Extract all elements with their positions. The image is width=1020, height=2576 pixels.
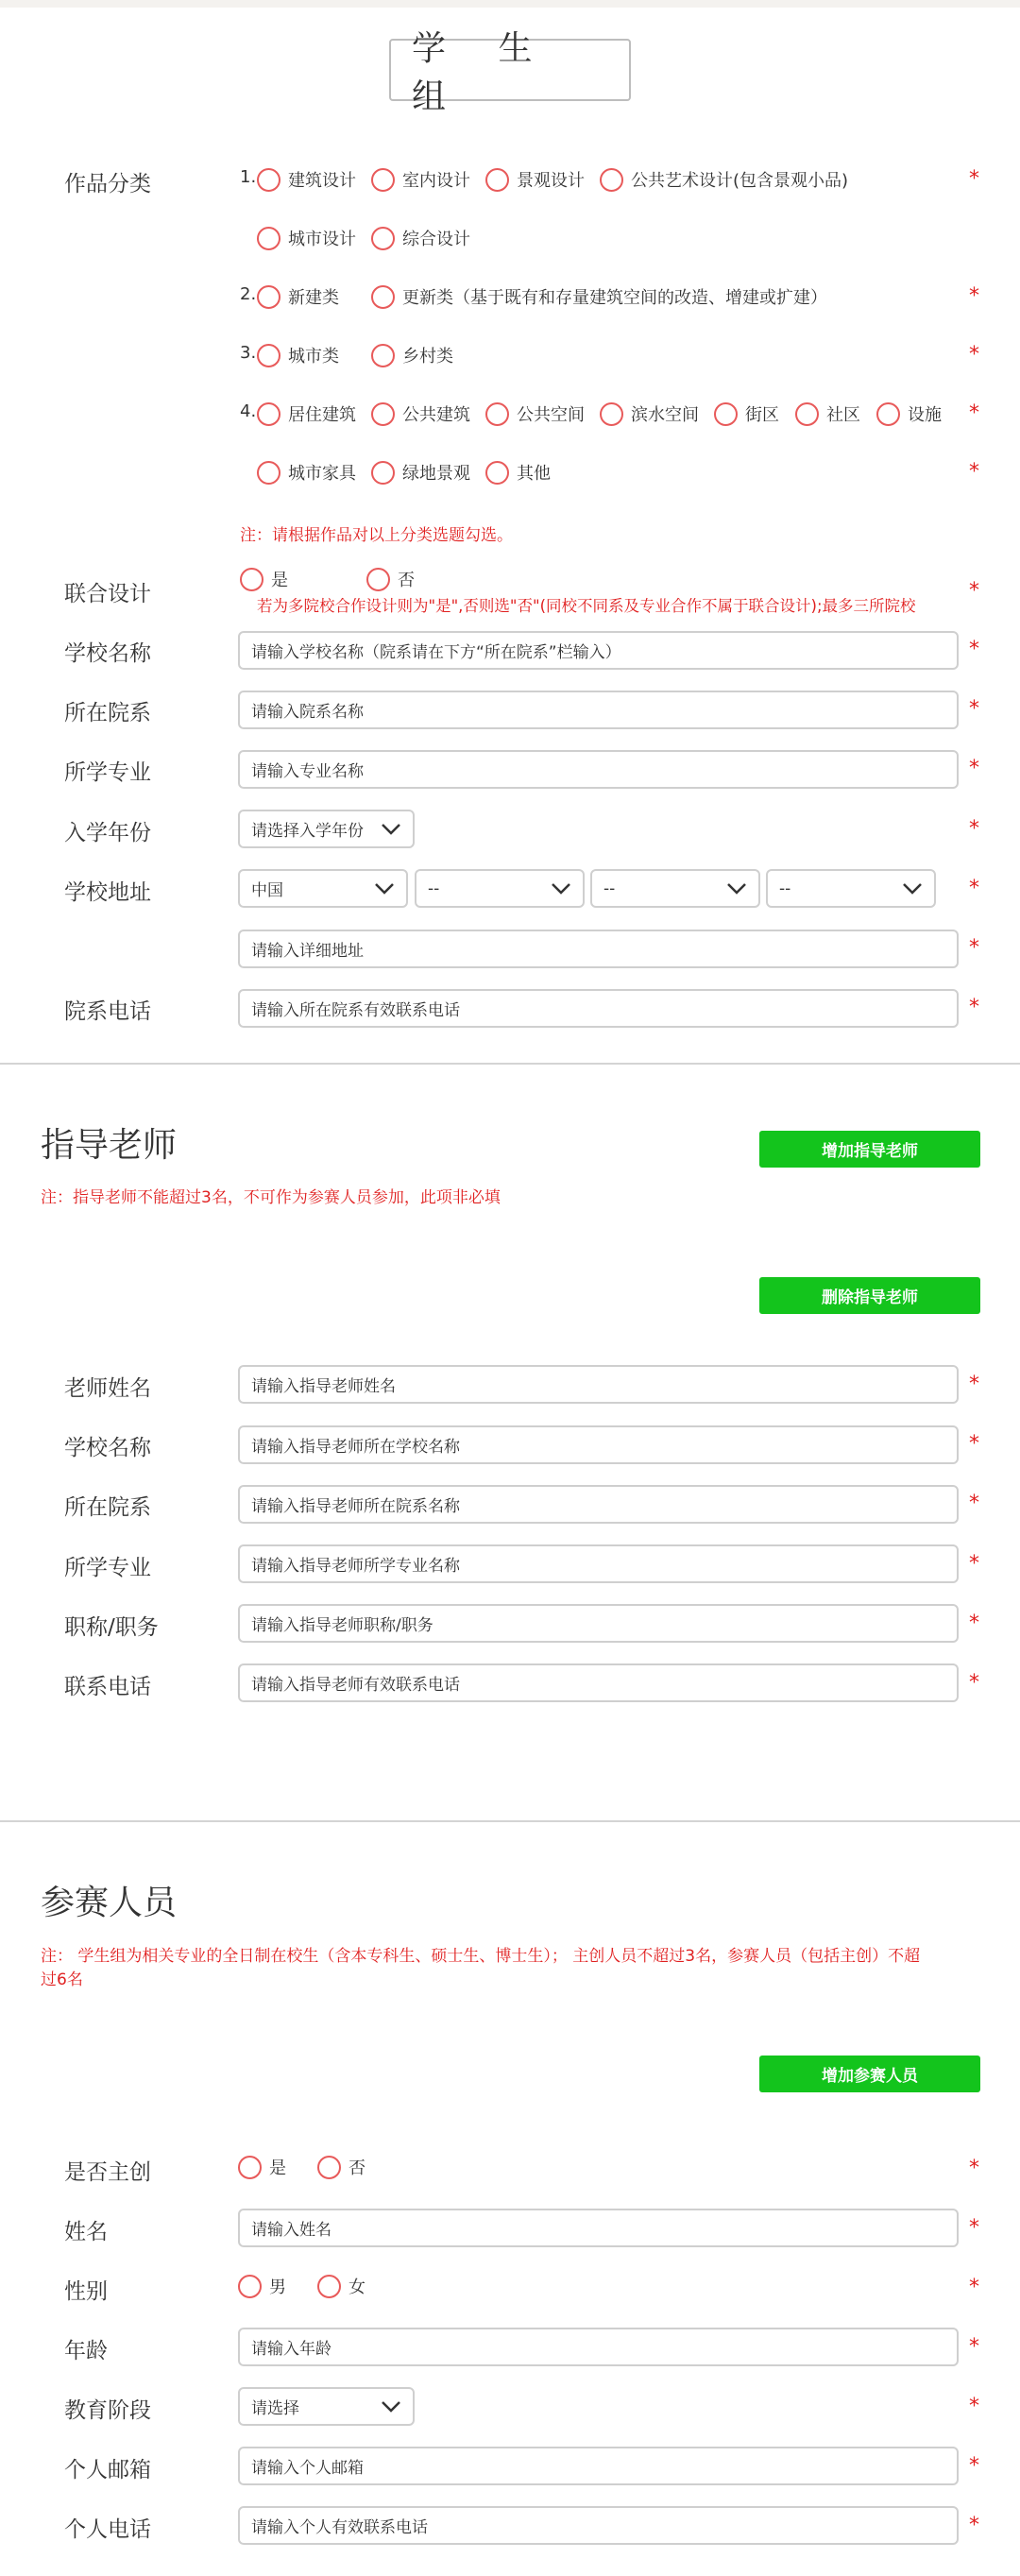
age-label: 年龄 — [64, 2339, 108, 2363]
radio-icon[interactable] — [371, 344, 395, 367]
category-row-number: 1. — [240, 167, 257, 187]
province-select[interactable]: -- — [415, 869, 585, 908]
add-participant-button[interactable]: 增加参赛人员 — [759, 2056, 980, 2092]
chevron-down-icon — [381, 823, 401, 836]
joint-design-label: 联合设计 — [64, 582, 151, 606]
advisor-major-input[interactable]: 请输入指导老师所学专业名称 — [238, 1544, 959, 1583]
major-input[interactable]: 请输入专业名称 — [238, 750, 959, 789]
required-mark: * — [969, 2395, 979, 2418]
required-mark: * — [969, 2514, 979, 2537]
radio-icon[interactable] — [257, 227, 280, 250]
required-mark: * — [969, 579, 979, 603]
required-mark: * — [969, 877, 979, 900]
category-option[interactable]: 居住建筑 — [257, 401, 356, 426]
required-mark: * — [969, 2335, 979, 2359]
advisor-name-input[interactable]: 请输入指导老师姓名 — [238, 1365, 959, 1404]
joint-design-note: 若为多院校合作设计则为"是",否则选"否"(同校不同系及专业合作不属于联合设计);最多三所院校 — [257, 597, 916, 615]
delete-advisor-button[interactable]: 删除指导老师 — [759, 1277, 980, 1314]
chevron-down-icon — [374, 882, 395, 896]
radio-icon[interactable] — [257, 402, 280, 426]
participant-section-title: 参赛人员 — [41, 1884, 178, 1922]
required-mark: * — [969, 460, 979, 484]
advisor-title-input[interactable]: 请输入指导老师职称/职务 — [238, 1604, 959, 1643]
required-mark: * — [969, 343, 979, 367]
participant-note-line2: 过6名 — [41, 1970, 83, 1989]
radio-icon[interactable] — [238, 2275, 262, 2298]
dept-phone-input[interactable]: 请输入所在院系有效联系电话 — [238, 989, 959, 1028]
category-option[interactable]: 公共艺术设计(包含景观小品) — [600, 167, 848, 192]
category-option[interactable]: 建筑设计 — [257, 167, 356, 192]
required-mark: * — [969, 2157, 979, 2180]
radio-icon[interactable] — [600, 402, 623, 426]
category-option[interactable]: 综合设计 — [371, 226, 470, 250]
personal-phone-label: 个人电话 — [64, 2517, 151, 2542]
advisor-phone-input[interactable]: 请输入指导老师有效联系电话 — [238, 1663, 959, 1702]
department-input[interactable]: 请输入院系名称 — [238, 691, 959, 729]
category-option[interactable]: 室内设计 — [371, 167, 470, 192]
category-option[interactable]: 绿地景观 — [371, 460, 470, 485]
enroll-year-label: 入学年份 — [64, 821, 151, 845]
lead-designer-label: 是否主创 — [64, 2160, 151, 2185]
advisor-title-label: 职称/职务 — [64, 1615, 159, 1640]
required-mark: * — [969, 996, 979, 1019]
section-divider — [0, 1063, 1020, 1065]
gender-male-option[interactable]: 男 — [238, 2274, 286, 2298]
category-option[interactable]: 设施 — [876, 401, 942, 426]
lead-yes-option[interactable]: 是 — [238, 2155, 286, 2179]
joint-no-option[interactable]: 否 — [366, 567, 415, 591]
email-input[interactable]: 请输入个人邮箱 — [238, 2447, 959, 2485]
category-option[interactable]: 公共空间 — [485, 401, 585, 426]
required-mark: * — [969, 1432, 979, 1456]
required-mark: * — [969, 167, 979, 191]
radio-icon[interactable] — [795, 402, 819, 426]
add-advisor-button[interactable]: 增加指导老师 — [759, 1131, 980, 1168]
radio-icon[interactable] — [485, 402, 509, 426]
radio-icon[interactable] — [257, 344, 280, 367]
joint-yes-option[interactable]: 是 — [240, 567, 288, 591]
category-row-number: 2. — [240, 284, 257, 304]
category-note: 注：请根据作品对以上分类选题勾选。 — [240, 526, 513, 545]
page-title: 学 生 组 — [389, 39, 631, 101]
category-option[interactable]: 滨水空间 — [600, 401, 699, 426]
radio-icon[interactable] — [371, 285, 395, 309]
radio-icon[interactable] — [240, 568, 264, 591]
category-option[interactable]: 公共建筑 — [371, 401, 470, 426]
radio-icon[interactable] — [371, 402, 395, 426]
school-input[interactable]: 请输入学校名称（院系请在下方“所在院系”栏输入） — [238, 631, 959, 670]
radio-icon[interactable] — [371, 168, 395, 192]
required-mark: * — [969, 757, 979, 780]
school-label: 学校名称 — [64, 641, 151, 666]
category-option[interactable]: 城市类 — [257, 343, 339, 367]
required-mark: * — [969, 936, 979, 960]
education-label: 教育阶段 — [64, 2398, 151, 2423]
age-input[interactable]: 请输入年龄 — [238, 2328, 959, 2366]
chevron-down-icon — [726, 882, 747, 896]
radio-icon[interactable] — [876, 402, 900, 426]
advisor-school-input[interactable]: 请输入指导老师所在学校名称 — [238, 1425, 959, 1464]
advisor-note: 注：指导老师不能超过3名，不可作为参赛人员参加，此项非必填 — [41, 1188, 501, 1207]
chevron-down-icon — [902, 882, 923, 896]
radio-icon[interactable] — [317, 2275, 341, 2298]
section-divider — [0, 1820, 1020, 1822]
required-mark: * — [969, 2276, 979, 2299]
advisor-dept-input[interactable]: 请输入指导老师所在院系名称 — [238, 1485, 959, 1524]
district-select[interactable]: -- — [766, 869, 936, 908]
advisor-dept-label: 所在院系 — [64, 1495, 151, 1520]
advisor-name-label: 老师姓名 — [64, 1376, 151, 1401]
radio-icon[interactable] — [371, 461, 395, 485]
radio-icon[interactable] — [257, 285, 280, 309]
required-mark: * — [969, 638, 979, 661]
radio-icon[interactable] — [485, 461, 509, 485]
required-mark: * — [969, 1373, 979, 1396]
email-label: 个人邮箱 — [64, 2458, 151, 2482]
radio-icon[interactable] — [257, 168, 280, 192]
radio-icon[interactable] — [238, 2156, 262, 2179]
category-option[interactable]: 其他 — [485, 460, 551, 485]
required-mark: * — [969, 401, 979, 425]
name-label: 姓名 — [64, 2220, 108, 2244]
personal-phone-input[interactable]: 请输入个人有效联系电话 — [238, 2506, 959, 2545]
required-mark: * — [969, 697, 979, 721]
chevron-down-icon — [551, 882, 571, 896]
enroll-year-select[interactable]: 请选择入学年份 — [238, 810, 415, 848]
required-mark: * — [969, 1671, 979, 1695]
gender-label: 性别 — [64, 2279, 108, 2304]
gender-female-option[interactable]: 女 — [317, 2274, 366, 2298]
department-label: 所在院系 — [64, 701, 151, 725]
advisor-school-label: 学校名称 — [64, 1436, 151, 1460]
required-mark: * — [969, 1612, 979, 1635]
category-row-number: 4. — [240, 401, 257, 421]
top-bar — [0, 0, 1020, 8]
lead-no-option[interactable]: 否 — [317, 2155, 366, 2179]
category-option[interactable]: 街区 — [714, 401, 779, 426]
category-label: 作品分类 — [64, 172, 151, 196]
city-select[interactable]: -- — [590, 869, 760, 908]
radio-icon[interactable] — [714, 402, 738, 426]
required-mark: * — [969, 2216, 979, 2240]
category-option[interactable]: 城市家具 — [257, 460, 356, 485]
category-option[interactable]: 乡村类 — [371, 343, 453, 367]
advisor-section-title: 指导老师 — [41, 1126, 178, 1165]
name-input[interactable]: 请输入姓名 — [238, 2209, 959, 2247]
address-detail-input[interactable]: 请输入详细地址 — [238, 930, 959, 968]
category-option[interactable]: 更新类（基于既有和存量建筑空间的改造、增建或扩建） — [371, 284, 827, 309]
category-option[interactable]: 新建类 — [257, 284, 339, 309]
chevron-down-icon — [381, 2400, 401, 2414]
advisor-phone-label: 联系电话 — [64, 1675, 151, 1699]
radio-icon[interactable] — [257, 461, 280, 485]
advisor-major-label: 所学专业 — [64, 1556, 151, 1580]
category-option[interactable]: 社区 — [795, 401, 860, 426]
category-option[interactable]: 城市设计 — [257, 226, 356, 250]
category-row-number: 3. — [240, 343, 257, 363]
radio-icon[interactable] — [485, 168, 509, 192]
required-mark: * — [969, 1492, 979, 1515]
address-label: 学校地址 — [64, 880, 151, 905]
required-mark: * — [969, 284, 979, 308]
dept-phone-label: 院系电话 — [64, 999, 151, 1024]
radio-icon[interactable] — [371, 227, 395, 250]
required-mark: * — [969, 1552, 979, 1576]
major-label: 所学专业 — [64, 760, 151, 785]
radio-icon[interactable] — [600, 168, 623, 192]
education-select[interactable]: 请选择 — [238, 2387, 415, 2426]
participant-note-line1: 注： 学生组为相关专业的全日制在校生（含本专科生、硕士生、博士生）； 主创人员不超过3名，参赛人员（包括主创）不超 — [41, 1947, 921, 1966]
country-select[interactable]: 中国 — [238, 869, 408, 908]
required-mark: * — [969, 817, 979, 841]
radio-icon[interactable] — [317, 2156, 341, 2179]
radio-icon[interactable] — [366, 568, 390, 591]
required-mark: * — [969, 2454, 979, 2478]
category-option[interactable]: 景观设计 — [485, 167, 585, 192]
